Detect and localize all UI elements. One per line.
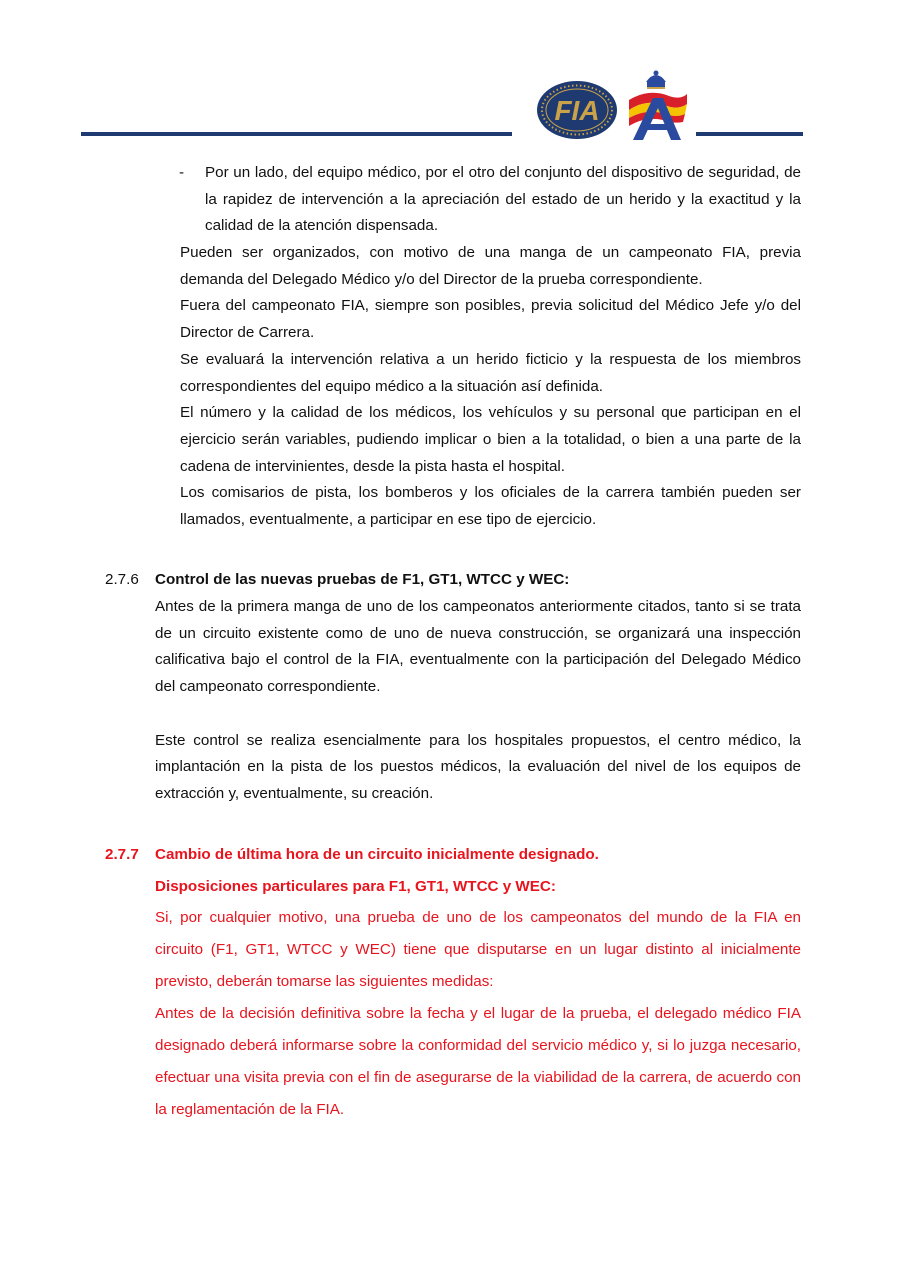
paragraph: Este control se realiza esencialmente para los hospitales propuestos, el centro médico, la implantación en la pista de los puestos médicos, la evaluación del nivel de los equipos de extracción y, eventualmente, su creación. [155, 731, 801, 802]
section-277-number: 2.7.7 [105, 846, 139, 863]
section-277-title: Cambio de última hora de un circuito inicialmente designado. [155, 846, 599, 863]
section-277-body [155, 902, 801, 1126]
section-276-number: 2.7.6 [105, 571, 139, 588]
fia-logo [535, 79, 619, 141]
paragraph: Fuera del campeonato FIA, siempre son posibles, previa solicitud del Médico Jefe y/o del Director de Carrera. [180, 297, 801, 342]
header-rule-left [81, 132, 512, 136]
paragraph: Antes de la primera manga de uno de los campeonatos anteriormente citados, tanto si se trata de un circuito existente como de uno de nueva construcción, se organizará una inspección calificativa bajo el control de la FIA, eventualmente con la participación del Delegado Médico del campeonato correspondiente. [155, 598, 801, 696]
paragraph: Pueden ser organizados, con motivo de una manga de un campeonato FIA, previa demanda del Delegado Médico y/o del Director de la prueba correspondiente. [180, 244, 801, 288]
paragraph: Antes de la decisión definitiva sobre la fecha y el lugar de la prueba, el delegado médico FIA designado deberá informarse sobre la conformidad del servicio médico y, si lo juzga necesario, efectuar una visita previa con el fin de asegurarse de la viabilidad de la carrera, de acuerdo con la reglamentación de la FIA. [155, 1005, 801, 1118]
bullet-marker: - [179, 164, 185, 181]
header-rule-right [696, 132, 803, 136]
fia-logo-text: FIA [554, 95, 600, 126]
section-276-body [155, 594, 801, 808]
crown-icon [646, 71, 666, 90]
bullet-text: Por un lado, del equipo médico, por el otro del conjunto del dispositivo de seguridad, de la rapidez de intervención a la apreciación del estado de un herido y la exactitud y la calidad de la atención dispensada. [205, 164, 801, 235]
paragraph: Se evaluará la intervención relativa a un herido ficticio y la respuesta de los miembros correspondientes del equipo médico a la situación así definida. [180, 350, 801, 395]
paragraph: Los comisarios de pista, los bomberos y los oficiales de la carrera también pueden ser llamados, eventualmente, a participar en ese tipo de ejercicio. [180, 484, 801, 529]
paragraph: El número y la calidad de los médicos, los vehículos y su personal que participan en el ejercicio serán variables, pudiendo implicar o bien a la totalidad, o bien a una parte de la cadena de intervinientes, desde la pista hasta el hospital. [180, 404, 801, 475]
section-277-subtitle: Disposiciones particulares para F1, GT1, WTCC y WEC: [155, 878, 556, 895]
continuation-paragraphs [180, 240, 801, 534]
rfeda-logo [623, 70, 689, 142]
section-276-title: Control de las nuevas pruebas de F1, GT1, WTCC y WEC: [155, 571, 570, 588]
paragraph-spacer [155, 701, 801, 728]
paragraph: Si, por cualquier motivo, una prueba de uno de los campeonatos del mundo de la FIA en circuito (F1, GT1, WTCC y WEC) tiene que disputarse en un lugar distinto al inicialmente previsto, deberán tomarse las siguientes medidas: [155, 909, 801, 990]
